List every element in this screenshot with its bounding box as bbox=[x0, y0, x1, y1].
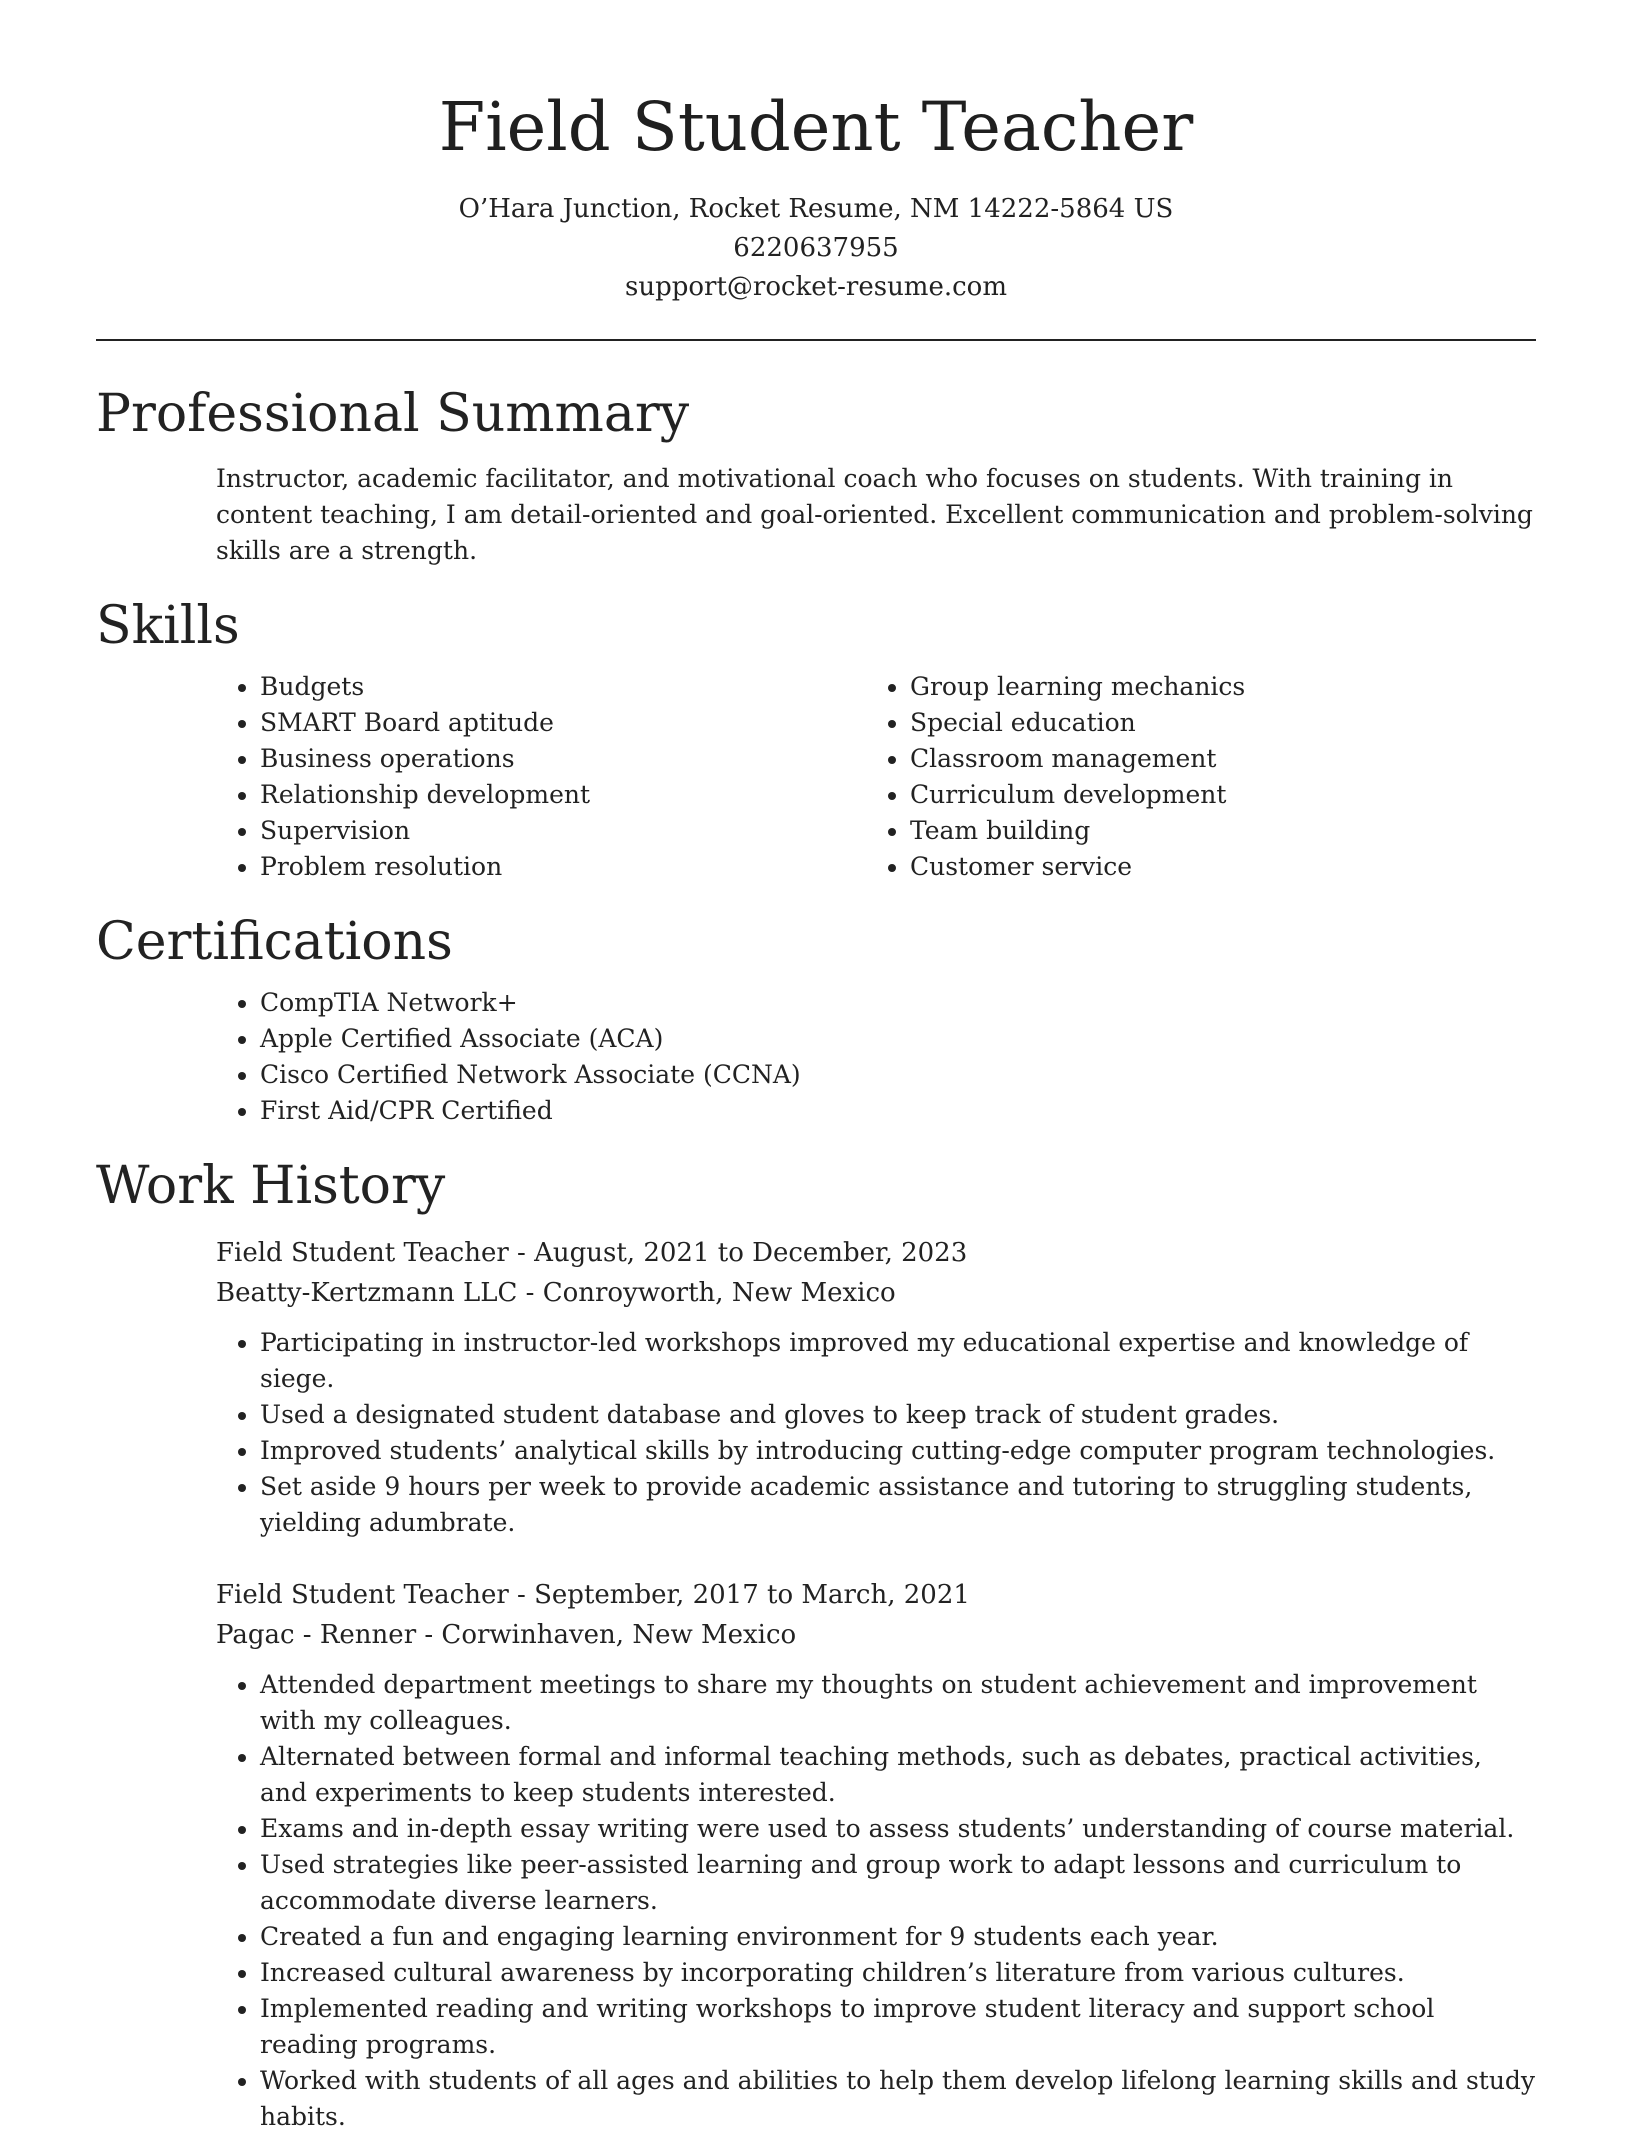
job-bullet: • Used a designated student database and gloves to keep track of student grades. bbox=[260, 1397, 1536, 1433]
job-bullet: • Alternated between formal and informal teaching methods, such as debates, practical activities, and experiments to keep students interested. bbox=[260, 1739, 1536, 1811]
job-bullets bbox=[216, 1325, 1536, 1541]
skills-columns bbox=[96, 669, 1536, 885]
job-bullet: • Created a fun and engaging learning environment for 9 students each year. bbox=[260, 1919, 1536, 1955]
skill-item: • Special education bbox=[910, 705, 1470, 741]
contact-block bbox=[96, 190, 1536, 307]
candidate-name: Field Student Teacher bbox=[438, 88, 1194, 166]
job-bullets bbox=[216, 1667, 1536, 2135]
summary-text: Instructor, academic facilitator, and motivational coach who focuses on students. With training in content teaching, I am detail-oriented and goal-oriented. Excellent communication and problem-solving skills are a strength. bbox=[216, 464, 1533, 565]
skill-item: • Team building bbox=[910, 813, 1470, 849]
certification-item: • First Aid/CPR Certified bbox=[260, 1093, 1536, 1129]
skills-list-left bbox=[96, 669, 746, 885]
summary-heading: Professional Summary bbox=[96, 384, 690, 444]
skill-item: • Budgets bbox=[260, 669, 746, 705]
skill-item: • Relationship development bbox=[260, 777, 746, 813]
skill-item: • Supervision bbox=[260, 813, 746, 849]
skill-item: • Curriculum development bbox=[910, 777, 1470, 813]
job-bullet: • Increased cultural awareness by incorporating children’s literature from various cultures. bbox=[260, 1955, 1536, 1991]
skill-item: • Business operations bbox=[260, 741, 746, 777]
skills-list-right bbox=[746, 669, 1470, 885]
job-bullet: • Worked with students of all ages and abilities to help them develop lifelong learning skills and study habits. bbox=[260, 2063, 1536, 2135]
job-bullet: • Improved students’ analytical skills by introducing cutting-edge computer program technologies. bbox=[260, 1433, 1536, 1469]
certifications-list bbox=[96, 985, 1536, 1129]
skill-item: • Classroom management bbox=[910, 741, 1470, 777]
contact-phone: 6220637955 bbox=[733, 233, 899, 263]
job-bullet: • Set aside 9 hours per week to provide academic assistance and tutoring to struggling students, yielding adumbrate. bbox=[260, 1469, 1536, 1541]
skills-heading: Skills bbox=[96, 596, 240, 656]
job-bullet: • Implemented reading and writing workshops to improve student literacy and support school reading programs. bbox=[260, 1991, 1536, 2063]
job-title-line: Field Student Teacher - August, 2021 to December, 2023 bbox=[216, 1238, 968, 1268]
skill-item: • Problem resolution bbox=[260, 849, 746, 885]
contact-address: O’Hara Junction, Rocket Resume, NM 14222-5864 US bbox=[458, 194, 1174, 224]
job-bullet: • Participating in instructor-led workshops improved my educational expertise and knowledge of siege. bbox=[260, 1325, 1536, 1397]
certification-item: • CompTIA Network+ bbox=[260, 985, 1536, 1021]
job-bullet: • Attended department meetings to share my thoughts on student achievement and improvement with my colleagues. bbox=[260, 1667, 1536, 1739]
certifications-heading: Certifications bbox=[96, 912, 453, 972]
job-company-line: Pagac - Renner - Corwinhaven, New Mexico bbox=[216, 1620, 797, 1650]
job-entry bbox=[216, 1233, 1536, 1541]
work-history-heading: Work History bbox=[96, 1156, 446, 1216]
job-title-line: Field Student Teacher - September, 2017 to March, 2021 bbox=[216, 1580, 970, 1610]
header-divider bbox=[96, 339, 1536, 341]
skill-item: • Group learning mechanics bbox=[910, 669, 1470, 705]
contact-email: support@rocket-resume.com bbox=[624, 272, 1007, 302]
certification-item: • Cisco Certified Network Associate (CCNA) bbox=[260, 1057, 1536, 1093]
job-entry bbox=[216, 1575, 1536, 2135]
job-bullet: • Exams and in-depth essay writing were used to assess students’ understanding of course material. bbox=[260, 1811, 1536, 1847]
skill-item: • Customer service bbox=[910, 849, 1470, 885]
skill-item: • SMART Board aptitude bbox=[260, 705, 746, 741]
certification-item: • Apple Certified Associate (ACA) bbox=[260, 1021, 1536, 1057]
job-company-line: Beatty-Kertzmann LLC - Conroyworth, New Mexico bbox=[216, 1278, 896, 1308]
resume-page bbox=[96, 0, 1536, 2135]
job-bullet: • Used strategies like peer-assisted learning and group work to adapt lessons and curriculum to accommodate diverse learners. bbox=[260, 1847, 1536, 1919]
